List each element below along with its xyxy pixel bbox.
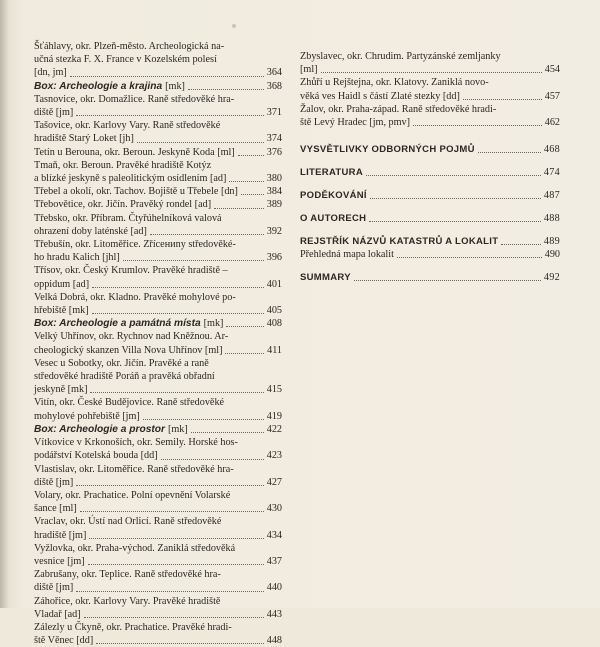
toc-section-line: [300, 166, 560, 179]
toc-leader-dots: [369, 220, 540, 222]
toc-entry-text: hradiště Starý Loket [jh]: [34, 133, 134, 145]
toc-entry-text: Zabrušany, okr. Teplice. Raně středověké hra-: [34, 569, 221, 581]
toc-entry-line: [34, 225, 282, 238]
toc-page-number: 376: [266, 146, 282, 158]
toc-entry[interactable]: [34, 212, 282, 238]
toc-entry-text: diště [jm]: [34, 107, 74, 119]
toc-entry-line: [34, 463, 282, 476]
toc-page-number: 487: [543, 190, 560, 202]
toc-entry[interactable]: [34, 159, 282, 185]
toc-section-entry[interactable]: [300, 143, 560, 156]
toc-page-number: 448: [266, 635, 282, 647]
toc-entry-text: učná stezka F. X. France v Kozelském polesí: [34, 54, 217, 66]
toc-leader-dots: [123, 259, 264, 261]
toc-entry-text: Třísov, okr. Český Krumlov. Pravěké hradiště –: [34, 265, 228, 277]
toc-sections: [300, 129, 560, 284]
toc-entry-line: [34, 53, 282, 66]
toc-leader-dots: [84, 616, 264, 618]
toc-section-entry[interactable]: [300, 166, 560, 179]
toc-section-entry[interactable]: [300, 189, 560, 202]
toc-entry-text: a blízké jeskyně s paleolitickým osídlením [ad]: [34, 173, 227, 185]
toc-page-number: 427: [266, 476, 282, 488]
toc-entry-line: [34, 172, 282, 185]
toc-section-line: [300, 271, 560, 284]
toc-entry-text: diště [jm]: [34, 582, 74, 594]
toc-leader-dots: [80, 510, 264, 512]
toc-page-number: 490: [544, 249, 560, 261]
toc-page-number: 462: [544, 117, 560, 129]
toc-leader-dots: [90, 391, 263, 393]
toc-page-number: 374: [266, 133, 282, 145]
toc-section-title: VYSVĚTLIVKY ODBORNÝCH POJMŮ: [300, 144, 475, 156]
toc-leader-dots: [161, 458, 264, 460]
toc-page-number: 430: [266, 503, 282, 515]
toc-page-number: 401: [266, 278, 282, 290]
toc-entry-line: [300, 103, 560, 116]
toc-entry-line: [34, 370, 282, 383]
toc-entry-line: [300, 116, 560, 129]
toc-entry[interactable]: [34, 40, 282, 80]
toc-entry-text: Vladař [ad]: [34, 608, 81, 620]
toc-entry[interactable]: [34, 396, 282, 422]
toc-entry-text: Vyžlovka, okr. Praha-východ. Zaniklá středověká: [34, 542, 236, 554]
toc-entry-line: [34, 529, 282, 542]
toc-page-number: 371: [266, 107, 282, 119]
toc-leader-dots: [70, 75, 264, 77]
toc-leader-dots: [370, 197, 541, 199]
toc-entry-line: [34, 251, 282, 264]
toc-page-number: 440: [266, 582, 282, 594]
toc-leader-dots: [225, 352, 264, 354]
toc-entry-line: [34, 198, 282, 211]
toc-entry-text: hradiště [jm]: [34, 529, 87, 541]
toc-entry-line: [34, 146, 282, 159]
toc-entry[interactable]: [34, 621, 282, 647]
toc-entry-line: [34, 119, 282, 132]
toc-entry-line: [34, 159, 282, 172]
toc-entry-text: Zbyslavec, okr. Chrudim. Partyzánské zemljanky: [300, 51, 501, 62]
toc-page-number: 454: [544, 64, 560, 76]
toc-leader-dots: [191, 431, 264, 433]
toc-entry[interactable]: [34, 463, 282, 489]
toc-entry-text: Zálezly u Čkyně, okr. Prachatice. Pravěké hradi-: [34, 621, 232, 633]
toc-entry-text: šance [ml]: [34, 503, 77, 515]
toc-entry-author-tag: [mk]: [203, 318, 224, 330]
toc-entry-text: Box: Archeologie a krajina: [34, 80, 163, 92]
toc-subentry-line: [300, 248, 560, 261]
toc-entry-line: [34, 330, 282, 343]
toc-entry[interactable]: [34, 436, 282, 462]
toc-entry-line: [34, 304, 282, 317]
toc-page-number: 474: [543, 167, 560, 179]
toc-page-number: 488: [543, 213, 560, 225]
toc-entry-text: Volary, okr. Prachatice. Polní opevnění Volarské: [34, 489, 231, 501]
toc-entry[interactable]: [34, 515, 282, 541]
toc-entry-text: [ml]: [300, 64, 318, 76]
toc-page-number: 434: [266, 529, 282, 541]
toc-entry-line: [34, 212, 282, 225]
toc-entry-line: [34, 436, 282, 449]
toc-entry[interactable]: [34, 568, 282, 594]
toc-entry-line: [34, 634, 282, 647]
toc-leader-dots: [238, 154, 264, 156]
toc-section-title: SUMMARY: [300, 272, 351, 284]
toc-entry-text: Vitín, okr. České Budějovice. Raně středověké: [34, 397, 225, 409]
toc-entry-line: [34, 132, 282, 145]
toc-leader-dots: [241, 193, 264, 195]
toc-entry-text: Tmaň, okr. Beroun. Pravěké hradiště Kotýz: [34, 159, 212, 171]
toc-entry-text: ště Věnec [dd]: [34, 635, 94, 647]
toc-entry-text: cheologický skanzen Villa Nova Uhřínov [ml]: [34, 344, 223, 356]
toc-entry[interactable]: [300, 76, 560, 102]
toc-entry-text: Vraclav, okr. Ústí nad Orlicí. Raně středověké: [34, 516, 222, 528]
toc-entry-line: [34, 515, 282, 528]
toc-entry-text: Třebel a okolí, okr. Tachov. Bojiště u Třebele [dn]: [34, 186, 238, 198]
toc-leader-dots: [143, 418, 264, 420]
toc-section-title: O AUTORECH: [300, 213, 367, 225]
toc-leader-dots: [501, 243, 541, 245]
toc-entry-text: Velká Dobrá, okr. Kladno. Pravěké mohylové po-: [34, 291, 236, 303]
toc-entry-line: [34, 238, 282, 251]
toc-entry[interactable]: [300, 50, 560, 76]
toc-box-entry[interactable]: [34, 80, 282, 93]
toc-entry[interactable]: [34, 238, 282, 264]
section-spacer: [300, 129, 560, 143]
toc-page-number: 419: [266, 410, 282, 422]
toc-entry-text: středověké hradiště Poráň a pravěká obřadní: [34, 371, 215, 383]
toc-page-number: 468: [543, 144, 560, 156]
toc-entry-text: věká ves Haidl s částí Zlaté stezky [dd]: [300, 90, 460, 102]
toc-entry-text: oppidum [ad]: [34, 278, 90, 290]
toc-leader-dots: [214, 207, 264, 209]
toc-entry-text: ště Levý Hradec [jm, pmv]: [300, 117, 411, 129]
toc-subentry-text: Přehledná mapa lokalit: [300, 249, 394, 261]
toc-page-number: 415: [266, 384, 282, 396]
toc-page-number: 443: [266, 608, 282, 620]
toc-left-column: [34, 40, 282, 647]
toc-entry-line: [34, 317, 282, 330]
toc-entry-author-tag: [mk]: [167, 423, 188, 435]
toc-box-entry[interactable]: [34, 317, 282, 330]
toc-entry-line: [300, 63, 560, 76]
section-spacer: [300, 179, 560, 189]
section-spacer: [300, 156, 560, 166]
toc-entry[interactable]: [34, 330, 282, 356]
toc-leader-dots: [226, 325, 263, 327]
toc-leader-dots: [321, 71, 542, 73]
toc-entry-line: [34, 66, 282, 79]
toc-entry-line: [34, 80, 282, 93]
toc-page-number: 437: [266, 555, 282, 567]
toc-entry-text: [dn, jm]: [34, 67, 67, 79]
toc-entry-text: Velký Uhřínov, okr. Rychnov nad Kněžnou. Ar-: [34, 331, 229, 343]
toc-page-number: 384: [266, 186, 282, 198]
toc-entry-text: Třebovětice, okr. Jičín. Pravěký rondel [ad]: [34, 199, 212, 211]
toc-entry-line: [34, 106, 282, 119]
toc-entry-line: [300, 90, 560, 103]
toc-entry-line: [34, 489, 282, 502]
toc-entry-text: Tetín u Berouna, okr. Beroun. Jeskyně Koda [ml]: [34, 146, 235, 158]
toc-entry-line: [34, 383, 282, 396]
toc-page-number: 380: [266, 173, 282, 185]
toc-entry[interactable]: [34, 119, 282, 145]
toc-entry-line: [34, 278, 282, 291]
toc-leader-dots: [96, 642, 264, 644]
toc-entry-line: [34, 423, 282, 436]
toc-leader-dots: [76, 590, 263, 592]
toc-entry-line: [34, 185, 282, 198]
toc-entry-line: [34, 555, 282, 568]
toc-entry[interactable]: [34, 542, 282, 568]
toc-section-line: [300, 212, 560, 225]
toc-entry[interactable]: [34, 93, 282, 119]
toc-entry[interactable]: [34, 146, 282, 159]
toc-entry-text: Vítkovice v Krkonoších, okr. Semily. Horské hos-: [34, 437, 238, 449]
toc-page-number: 396: [266, 252, 282, 264]
toc-leader-dots: [463, 98, 542, 100]
toc-entry-text: Box: Archeologie a památná místa: [34, 318, 201, 330]
toc-leader-dots: [397, 256, 542, 258]
toc-entry-text: Vlastislav, okr. Litoměřice. Raně středověké hra-: [34, 463, 234, 475]
toc-entry[interactable]: [300, 103, 560, 129]
toc-page-number: 408: [266, 318, 282, 330]
toc-leader-dots: [188, 88, 264, 90]
toc-page-number: 492: [543, 272, 560, 284]
toc-entry-text: diště [jm]: [34, 476, 74, 488]
toc-entry-text: mohylové pohřebiště [jm]: [34, 410, 140, 422]
section-spacer: [300, 202, 560, 212]
toc-entry-text: Třebsko, okr. Příbram. Čtyřúhelníková valová: [34, 212, 222, 224]
toc-entry-line: [34, 291, 282, 304]
toc-entry-line: [34, 40, 282, 53]
toc-section-line: [300, 143, 560, 156]
toc-leader-dots: [92, 286, 264, 288]
toc-entry[interactable]: [34, 198, 282, 211]
toc-entry-text: Třebušín, okr. Litoměřice. Zřícениny středověké-: [34, 239, 236, 251]
toc-entry-line: [34, 410, 282, 423]
toc-entry-text: vesnice [jm]: [34, 555, 85, 567]
toc-entry[interactable]: [34, 185, 282, 198]
section-spacer: [300, 261, 560, 271]
toc-page-number: 457: [544, 90, 560, 102]
toc-box-entry[interactable]: [34, 423, 282, 436]
toc-leader-dots: [88, 563, 264, 565]
toc-leader-dots: [76, 114, 263, 116]
toc-section-title: LITERATURA: [300, 167, 363, 179]
toc-section-line: [300, 189, 560, 202]
toc-section-title: PODĚKOVÁNÍ: [300, 190, 367, 202]
toc-entry-line: [34, 476, 282, 489]
toc-entry-line: [34, 608, 282, 621]
toc-entry-line: [34, 264, 282, 277]
page-speck: [232, 24, 236, 28]
toc-entry-text: hřebiště [mk]: [34, 305, 89, 317]
toc-page-number: 392: [266, 225, 282, 237]
book-spine-shadow: [0, 0, 8, 608]
toc-subentry[interactable]: [300, 248, 560, 261]
toc-entry-line: [34, 581, 282, 594]
toc-entry-line: [300, 50, 560, 63]
toc-entry[interactable]: [34, 489, 282, 515]
toc-leader-dots: [366, 174, 541, 176]
toc-leader-dots: [92, 312, 264, 314]
toc-entry-line: [300, 76, 560, 89]
toc-entry[interactable]: [34, 291, 282, 317]
toc-leader-dots: [354, 279, 541, 281]
toc-entry-line: [34, 502, 282, 515]
toc-entry-line: [34, 568, 282, 581]
toc-entry-text: Vesec u Sobotky, okr. Jičín. Pravěké a raně: [34, 357, 209, 369]
toc-entry[interactable]: [34, 264, 282, 290]
toc-entry-text: Tašovice, okr. Karlovy Vary. Raně středověké: [34, 120, 221, 132]
toc-section-line: [300, 235, 560, 248]
toc-page-number: 368: [266, 80, 282, 92]
toc-entry-text: Žalov, okr. Praha-západ. Raně středověké hradi-: [300, 103, 497, 115]
toc-entry-text: Box: Archeologie a prostor: [34, 423, 165, 435]
toc-page-number: 489: [543, 236, 560, 248]
toc-section-entry[interactable]: [300, 212, 560, 225]
toc-entry[interactable]: [34, 357, 282, 397]
toc-section-title: REJSTŘÍK NÁZVŮ KATASTRŮ A LOKALIT: [300, 236, 499, 248]
toc-entry-text: Záhořice, okr. Karlovy Vary. Pravěké hradiště: [34, 595, 221, 607]
toc-page-number: 411: [267, 344, 282, 356]
toc-entry-text: podářství Kotelská bouda [dd]: [34, 450, 158, 462]
toc-entry-text: jeskyně [mk]: [34, 384, 88, 396]
toc-entry-text: Zhůří u Rejštejna, okr. Klatovy. Zaniklá novo-: [300, 77, 489, 89]
toc-entry-line: [34, 595, 282, 608]
toc-entry-line: [34, 396, 282, 409]
toc-right-column: [300, 50, 560, 284]
toc-entry-line: [34, 93, 282, 106]
toc-entry-line: [34, 344, 282, 357]
toc-entry-author-tag: [mk]: [165, 80, 185, 92]
toc-page-number: 364: [266, 67, 282, 79]
toc-leader-dots: [76, 484, 263, 486]
toc-entry-text: ho hradu Kalich [jhl]: [34, 252, 120, 264]
toc-section-entry[interactable]: [300, 271, 560, 284]
toc-leader-dots: [478, 151, 541, 153]
toc-entry-text: Tasnovice, okr. Domažlice. Raně středověké hra-: [34, 93, 235, 105]
toc-entry-line: [34, 449, 282, 462]
toc-page-number: 389: [266, 199, 282, 211]
toc-entry-line: [34, 357, 282, 370]
toc-section-entry[interactable]: [300, 235, 560, 248]
toc-leader-dots: [413, 124, 542, 126]
toc-leader-dots: [150, 233, 264, 235]
section-spacer: [300, 225, 560, 235]
toc-page-number: 423: [266, 450, 282, 462]
toc-page-number: 422: [266, 423, 282, 435]
toc-entry-line: [34, 621, 282, 634]
toc-entry-text: Šťáhlavy, okr. Plzeň-město. Archeologická na-: [34, 41, 225, 52]
toc-leader-dots: [137, 141, 264, 143]
toc-entry-text: ohrazení doby laténské [ad]: [34, 225, 147, 237]
toc-right-entries: [300, 50, 560, 129]
toc-page-number: 405: [266, 305, 282, 317]
toc-leader-dots: [89, 537, 263, 539]
toc-entry-line: [34, 542, 282, 555]
toc-leader-dots: [229, 180, 263, 182]
